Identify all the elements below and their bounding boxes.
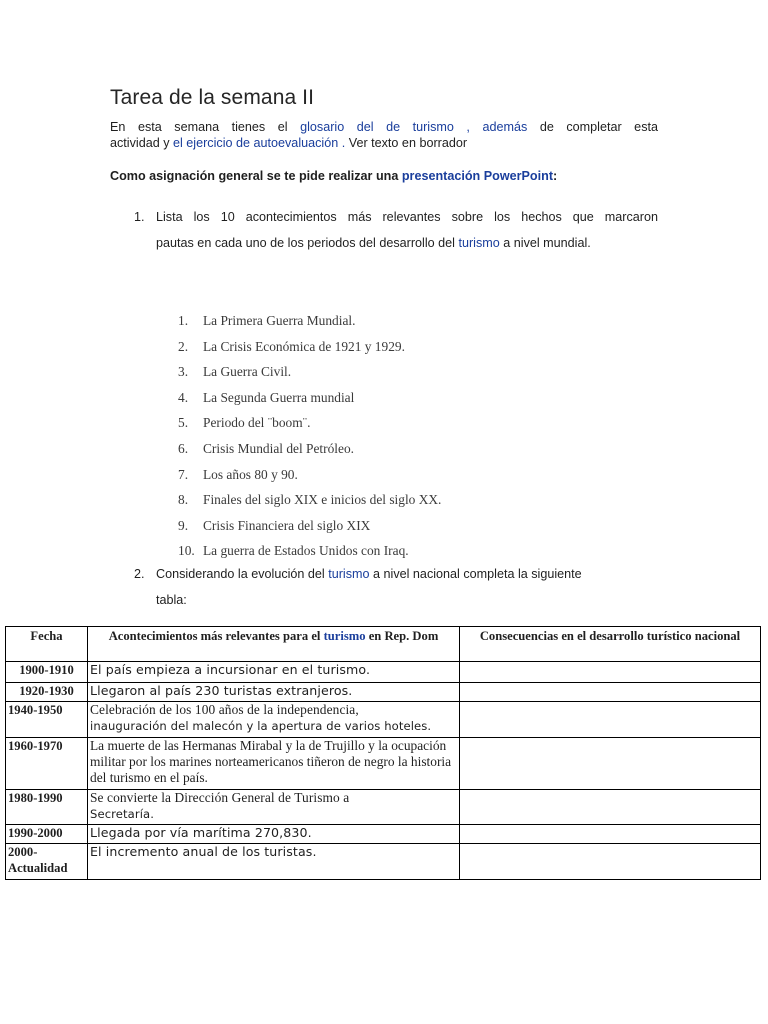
list-item: 5. Periodo del ¨boom¨. — [178, 415, 311, 431]
event-cell: Llegaron al país 230 turistas extranjeros. — [88, 683, 460, 702]
list-item: 1. La Primera Guerra Mundial. — [178, 313, 356, 328]
list-item: 7. Los años 80 y 90. — [178, 466, 298, 482]
question-number: 1. — [134, 210, 145, 224]
header-consecuencias: Consecuencias en el desarrollo turístico nacional — [460, 627, 761, 662]
date-cell: 1920-1930 — [6, 683, 88, 702]
turismo-link[interactable]: turismo — [328, 567, 370, 581]
intro-line-1: En esta semana tienes el glosario del de turismo , además de completar esta — [110, 120, 658, 134]
question-text: Lista los 10 acontecimientos más relevantes sobre los hechos que marcaron pautas en cada uno de los periodos del desarrollo del turismo a nivel mundial. — [156, 210, 658, 250]
date-cell: 2000-Actualidad — [6, 844, 88, 880]
consequence-cell[interactable] — [460, 790, 761, 825]
table-row — [6, 662, 761, 683]
assignment-statement: Como asignación general se te pide realizar una presentación PowerPoint: — [110, 169, 558, 183]
event-cell: La muerte de las Hermanas Mirabal y la de Trujillo y la ocupación militar por los marines norteamericanos tiñeron de negro la historia del turismo en el país. — [88, 738, 460, 790]
intro-line-2: actividad y el ejercicio de autoevaluación . Ver texto en borrador — [110, 135, 468, 150]
header-acontecimientos: Acontecimientos más relevantes para el turismo en Rep. Dom — [88, 627, 460, 662]
date-cell: 1990-2000 — [6, 825, 88, 844]
consequence-cell[interactable] — [460, 738, 761, 790]
date-cell: 1940-1950 — [6, 702, 88, 738]
list-item: 10. La guerra de Estados Unidos con Iraq. — [178, 543, 409, 559]
table-row — [6, 683, 761, 702]
table-row — [6, 844, 761, 880]
glossary-link[interactable]: glosario del de turismo , además — [300, 120, 528, 134]
table-row — [6, 790, 761, 825]
date-cell: 1900-1910 — [6, 662, 88, 683]
list-item: 3. La Guerra Civil. — [178, 364, 292, 380]
page-title: Tarea de la semana II — [110, 86, 315, 109]
list-item: 2. La Crisis Económica de 1921 y 1929. — [178, 338, 405, 354]
turismo-link[interactable]: turismo — [323, 629, 366, 643]
turismo-link[interactable]: turismo — [458, 235, 500, 250]
self-assessment-link[interactable]: el ejercicio de autoevaluación . — [173, 135, 346, 150]
list-item: 8. Finales del siglo XIX e inicios del siglo XX. — [178, 492, 442, 508]
table-row — [6, 738, 761, 790]
consequence-cell[interactable] — [460, 662, 761, 683]
table-row — [6, 702, 761, 738]
event-cell: El incremento anual de los turistas. — [88, 844, 460, 880]
list-item: 4. La Segunda Guerra mundial — [178, 389, 355, 405]
event-cell: Se convierte la Dirección General de Turismo a Secretaría. — [88, 790, 460, 825]
consequence-cell[interactable] — [460, 683, 761, 702]
consequence-cell[interactable] — [460, 702, 761, 738]
consequence-cell[interactable] — [460, 825, 761, 844]
intro-paragraph — [110, 120, 658, 151]
table-row — [6, 825, 761, 844]
date-cell: 1960-1970 — [6, 738, 88, 790]
tourism-table — [5, 626, 761, 880]
question-number: 2. — [134, 567, 145, 581]
question-text: Considerando la evolución del turismo a nivel nacional completa la siguiente tabla: — [156, 567, 582, 607]
event-cell: Celebración de los 100 años de la independencia, inauguración del malecón y la apertura de varios hoteles. — [88, 702, 460, 738]
powerpoint-link[interactable]: presentación PowerPoint — [401, 169, 554, 183]
list-item: 6. Crisis Mundial del Petróleo. — [178, 440, 355, 456]
event-cell: El país empieza a incursionar en el turismo. — [88, 662, 460, 683]
header-fecha: Fecha — [6, 627, 88, 662]
list-item: 9. Crisis Financiera del siglo XIX — [178, 517, 371, 533]
event-cell: Llegada por vía marítima 270,830. — [88, 825, 460, 844]
table-header-row — [6, 627, 761, 662]
date-cell: 1980-1990 — [6, 790, 88, 825]
events-list — [178, 308, 441, 564]
consequence-cell[interactable] — [460, 844, 761, 880]
